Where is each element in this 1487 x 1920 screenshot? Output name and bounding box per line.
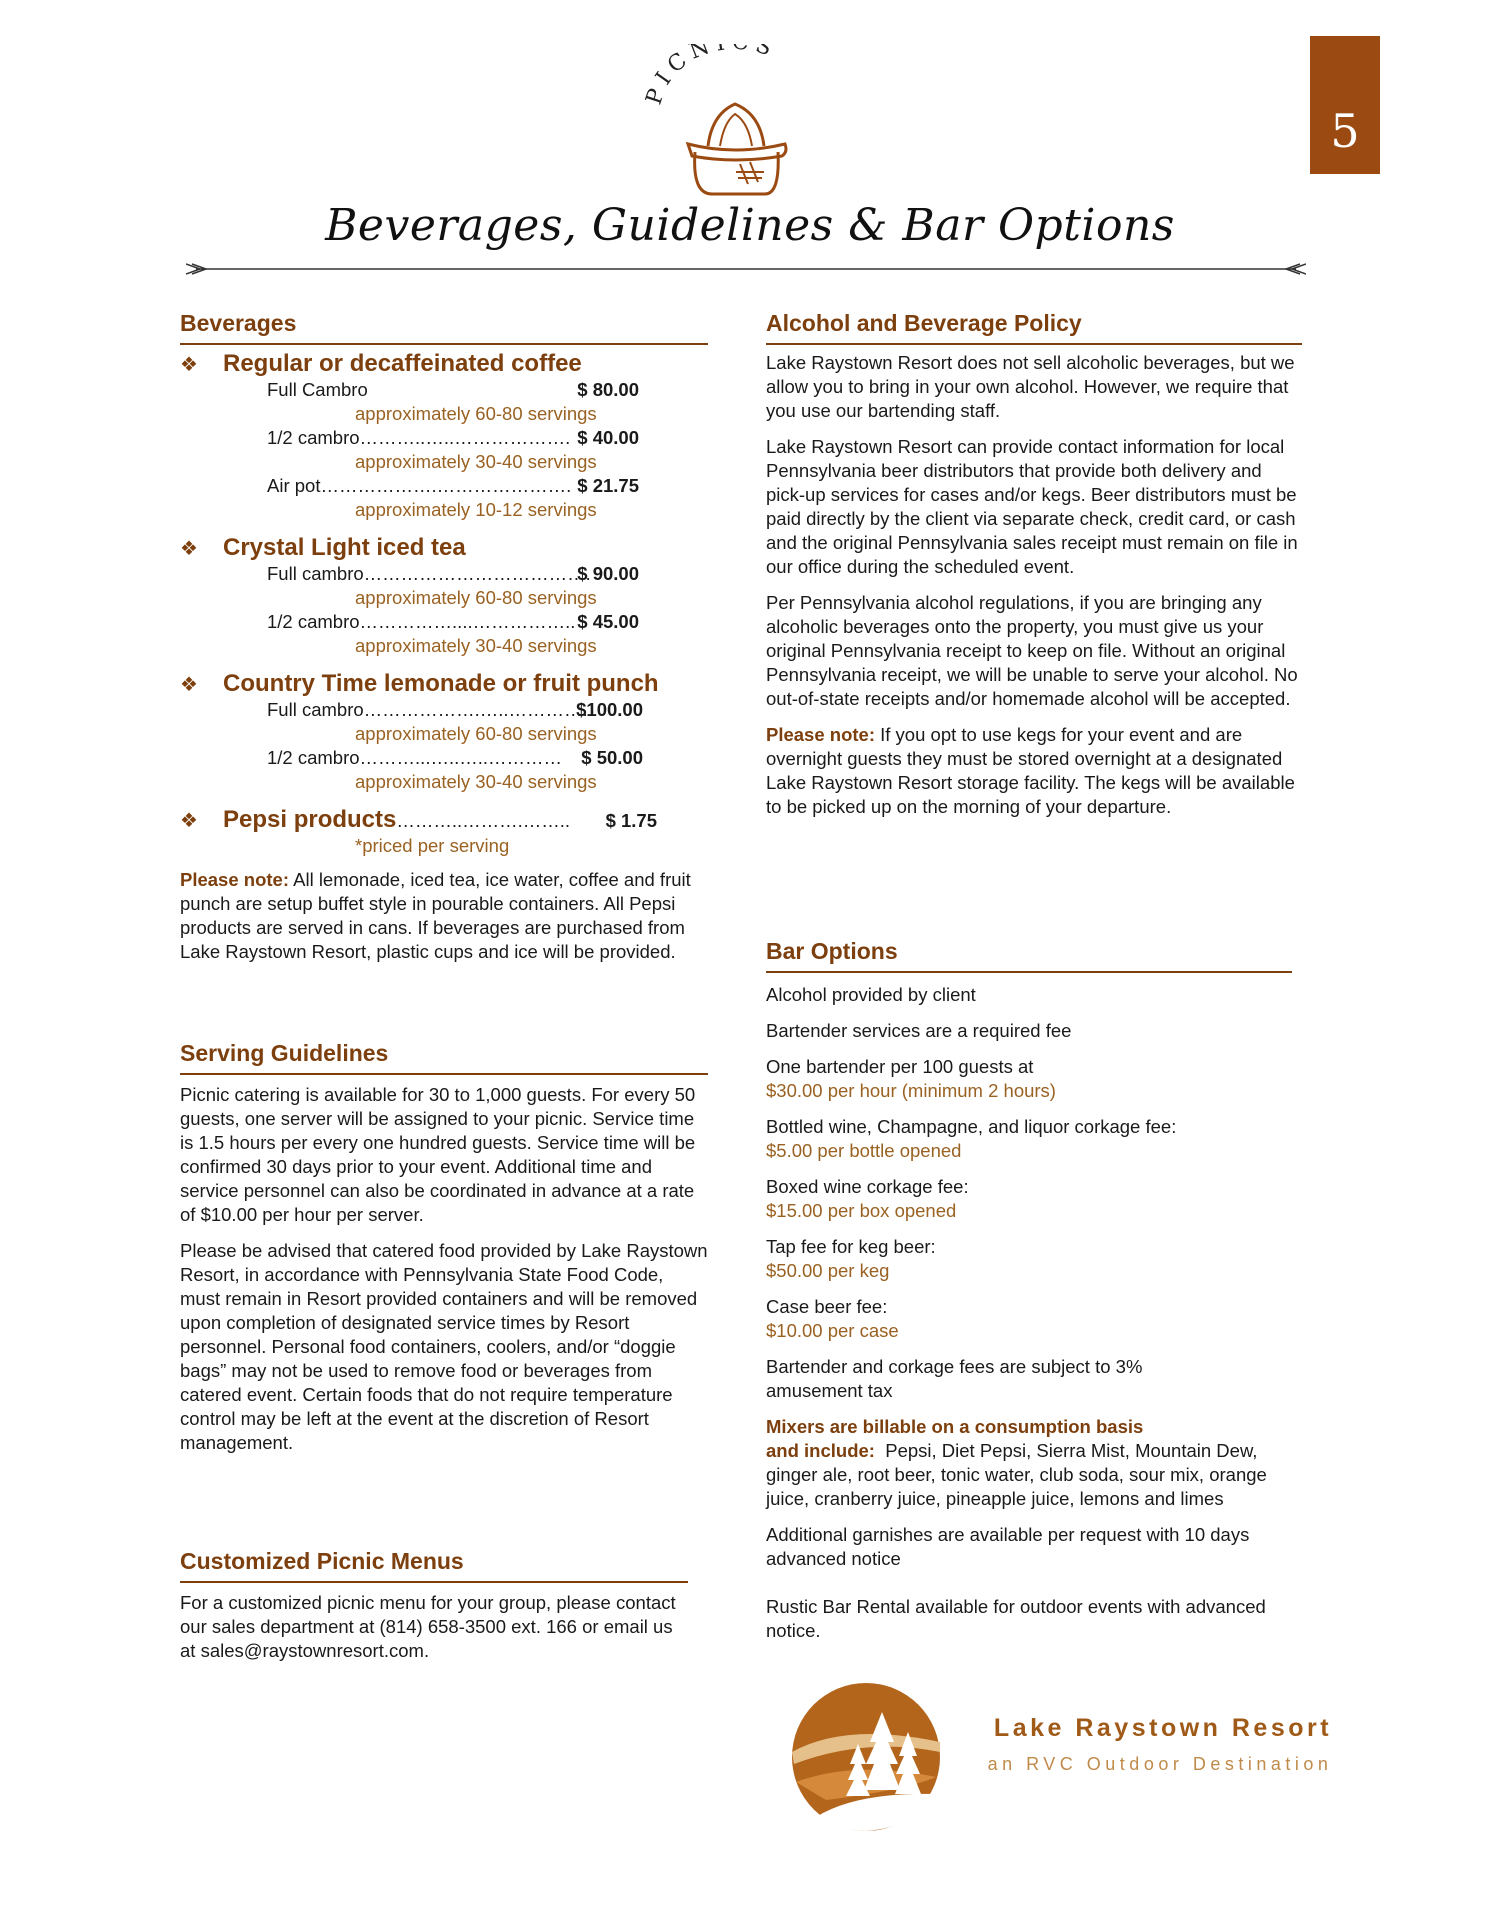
bar-fee: $30.00 per hour (minimum 2 hours) xyxy=(766,1080,1056,1101)
serving-guidelines-heading: Serving Guidelines xyxy=(180,1040,708,1075)
policy-p3: Per Pennsylvania alcohol regulations, if you are bringing any alcoholic beverages onto the property, you must give us your original Pennsylvania receipt to keep on file. Without an original Pennsylvania receipt, we will be unable to serve your alcohol. No out-of-state receipts and/or homemade alcohol will be accepted. xyxy=(766,592,1298,709)
bar-tax-note: Bartender and corkage fees are subject to 3% amusement tax xyxy=(766,1356,1143,1401)
servings-note: approximately 30-40 servings xyxy=(355,635,597,656)
beverages-heading: Beverages xyxy=(180,310,708,345)
picnics-logo xyxy=(640,44,830,204)
brand-name: Lake Raystown Resort xyxy=(993,1714,1333,1742)
bar-fee: $50.00 per keg xyxy=(766,1260,890,1281)
bar-options-section xyxy=(766,938,1292,1643)
price-row: 1/2 cambro………...…..…..………… $ 50.00 xyxy=(267,747,643,768)
price-row: 1/2 cambro………..…..………………. $ 40.00 xyxy=(267,427,639,448)
price-row: Air pot……………….…………………. $ 21.75 xyxy=(267,475,639,496)
policy-p1: Lake Raystown Resort does not sell alcoholic beverages, but we allow you to bring in your own alcohol. However, we require that you use our bartending staff. xyxy=(766,352,1295,421)
alcohol-policy-section xyxy=(766,310,1302,819)
servings-note: approximately 60-80 servings xyxy=(355,403,597,424)
mixers-note: Mixers are billable on a consumption basis and include: Pepsi, Diet Pepsi, Sierra Mist, Mountain Dew, ginger ale, root beer, tonic water, club soda, sour mix, orange juice, cranberry juice, pineapple juice, lemons and limes xyxy=(766,1416,1267,1509)
beverage-item-coffee xyxy=(180,350,683,522)
page-number-tab xyxy=(1310,36,1380,174)
price-row: Full cambro………………………………. $ 90.00 xyxy=(267,563,639,584)
bar-line: One bartender per 100 guests at xyxy=(766,1056,1034,1077)
bar-fee: $5.00 per bottle opened xyxy=(766,1140,962,1161)
policy-p2: Lake Raystown Resort can provide contact information for local Pennsylvania beer distributors that provide both delivery and pick-up services for cases and/or kegs. Beer distributors must be paid directly by the client via separate check, credit card, or cash and the original Pennsylvania sales receipt must remain on file in our office during the scheduled event. xyxy=(766,436,1298,577)
beverage-list xyxy=(180,350,683,858)
page-number: 5 xyxy=(1330,104,1360,158)
servings-note: approximately 30-40 servings xyxy=(355,771,597,792)
custom-menus-section xyxy=(180,1548,688,1663)
bar-line: Case beer fee: xyxy=(766,1296,888,1317)
servings-note: approximately 10-12 servings xyxy=(355,499,597,520)
pepsi-price: $ 1.75 xyxy=(605,810,657,831)
servings-note: approximately 60-80 servings xyxy=(355,587,597,608)
basket-icon xyxy=(640,44,830,204)
diamond-bullet-icon: ❖ xyxy=(180,354,198,376)
beverages-section xyxy=(180,310,708,345)
serving-guidelines-p2: Please be advised that catered food provided by Lake Raystown Resort, in accordance with Pennsylvania State Food Code, must remain in Resort provided containers and will be removed upon completion of designated service times by Resort personnel. Personal food containers, coolers, and/or “doggie bags” may not be used to remove food or beverages from catered event. Certain foods that do not require temperature control may be left at the event at the discretion of Resort management. xyxy=(180,1240,708,1453)
diamond-bullet-icon: ❖ xyxy=(180,810,198,832)
servings-note: *priced per serving xyxy=(355,835,510,856)
trees-lake-icon xyxy=(786,1682,946,1832)
beverage-item-name: Country Time lemonade or fruit punch xyxy=(223,670,659,697)
price-row: Full cambro……………….…..…………. $100.00 xyxy=(267,699,643,720)
serving-guidelines-p1: Picnic catering is available for 30 to 1,000 guests. For every 50 guests, one server will be assigned to your picnic. Service time is 1.5 hours per every one hundred guests. Service time will be confirmed 30 days prior to your event. Additional time and service personnel can also be coordinated in advance at a rate of $10.00 per hour per server. xyxy=(180,1084,696,1225)
bar-options-heading: Bar Options xyxy=(766,938,1292,973)
custom-menus-heading: Customized Picnic Menus xyxy=(180,1548,688,1583)
bar-line: Tap fee for keg beer: xyxy=(766,1236,936,1257)
resort-logo xyxy=(786,1682,946,1832)
diamond-bullet-icon: ❖ xyxy=(180,538,198,560)
servings-note: approximately 60-80 servings xyxy=(355,723,597,744)
beverage-item-pepsi xyxy=(180,806,669,858)
bar-line: Boxed wine corkage fee: xyxy=(766,1176,969,1197)
bar-line: Bottled wine, Champagne, and liquor corkage fee: xyxy=(766,1116,1177,1137)
beverage-item-name: Regular or decaffeinated coffee xyxy=(223,350,582,377)
policy-note: Please note: If you opt to use kegs for your event and are overnight guests they must be stored overnight at a designated Lake Raystown Resort storage facility. The kegs will be available to be picked up on the morning of your departure. xyxy=(766,724,1295,817)
bar-line: Alcohol provided by client xyxy=(766,984,976,1005)
diamond-bullet-icon: ❖ xyxy=(180,674,198,696)
beverage-item-name: Crystal Light iced tea xyxy=(223,534,466,561)
bar-line: Bartender services are a required fee xyxy=(766,1020,1072,1041)
garnish-note: Additional garnishes are available per request with 10 days advanced notice xyxy=(766,1524,1250,1569)
bar-fee: $15.00 per box opened xyxy=(766,1200,957,1221)
svg-text:PICNICS: PICN S xyxy=(641,44,781,108)
title-divider xyxy=(186,262,1306,276)
rustic-bar-note: Rustic Bar Rental available for outdoor events with advanced notice. xyxy=(766,1596,1266,1641)
servings-note: approximately 30-40 servings xyxy=(355,451,597,472)
custom-menus-text: For a customized picnic menu for your group, please contact our sales department at (814) 658-3500 ext. 166 or email us at sales@raystownresort.com. xyxy=(180,1592,676,1661)
alcohol-policy-heading: Alcohol and Beverage Policy xyxy=(766,310,1302,345)
serving-guidelines-section xyxy=(180,1040,708,1455)
beverages-note: Please note: All lemonade, iced tea, ice water, coffee and fruit punch are setup buffet style in pourable containers. All Pepsi products are served in cans. If beverages are purchased from Lake Raystown Resort, plastic cups and ice will be provided. xyxy=(180,869,691,962)
page-title: Beverages, Guidelines & Bar Options xyxy=(325,200,1175,251)
bar-fee: $10.00 per case xyxy=(766,1320,899,1341)
price-row: 1/2 cambro……………....…………….. $ 45.00 xyxy=(267,611,639,632)
price-row: Full Cambro $ 80.00 xyxy=(267,379,639,400)
beverage-item-lemonade xyxy=(180,670,683,794)
beverage-item-iced-tea xyxy=(180,534,683,658)
brand-tagline: an RVC Outdoor Destination xyxy=(987,1754,1333,1774)
beverage-item-name: Pepsi products………..……….…….. $ 1.75 xyxy=(223,806,657,833)
